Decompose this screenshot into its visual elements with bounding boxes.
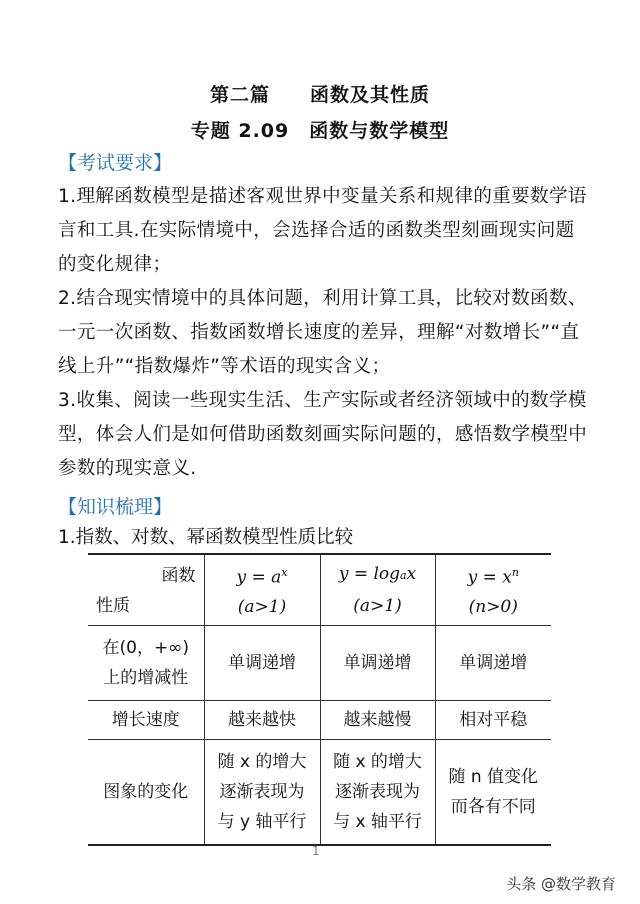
table-cell <box>320 740 435 846</box>
requirement-item-2: 2.结合现实情境中的具体问题，利用计算工具，比较对数函数、一元一次函数、指数函数增长速度的差异，理解“对数增长”“直线上升”“指数爆炸”等术语的现实含义； <box>58 288 587 377</box>
log-func-base: a <box>400 569 407 582</box>
power-func-base: y = x <box>467 567 512 588</box>
table-row <box>88 626 551 701</box>
cell-line: 随 n 值变化 <box>448 767 539 787</box>
topic-title: 专题 2.09 函数与数学模型 <box>190 120 450 142</box>
cell-line: 逐渐表现为 <box>219 782 305 802</box>
exp-func-condition: (a>1) <box>237 597 287 618</box>
function-model-comparison-table <box>88 553 551 846</box>
requirement-item-3: 3.收集、阅读一些现实生活、生产实际或者经济领域中的数学模型，体会人们是如何借助函数刻画实际问题的，感悟数学模型中参数的现实意义. <box>58 390 588 479</box>
exp-func-exponent: x <box>281 565 288 579</box>
cell-line: 与 y 轴平行 <box>217 812 307 832</box>
knowledge-subheading: 1.指数、对数、幂函数模型性质比较 <box>58 527 354 548</box>
log-func-prefix: y = log <box>338 564 401 584</box>
cell-line: 与 x 轴平行 <box>333 812 422 832</box>
row-label-growth: 增长速度 <box>88 701 204 740</box>
requirement-item-1: 1.理解函数模型是描述客观世界中变量关系和规律的重要数学语言和工具.在实际情境中，会选择合适的函数类型刻画现实问题的变化规律； <box>58 186 587 275</box>
table-corner-cell <box>88 554 204 626</box>
power-func-exponent: n <box>511 565 519 579</box>
table-row <box>88 701 551 740</box>
table-cell: 单调递增 <box>435 626 551 701</box>
exam-requirements-heading: 【考试要求】 <box>58 152 173 174</box>
header-function-label: 函数 <box>161 566 196 586</box>
header-property-label: 性质 <box>96 596 130 616</box>
table-cell: 单调递增 <box>204 626 320 701</box>
row-label-line: 上的增减性 <box>103 668 189 688</box>
table-cell: 单调递增 <box>320 626 435 701</box>
knowledge-heading: 【知识梳理】 <box>58 496 173 518</box>
table-row <box>88 740 551 846</box>
chapter-title: 第二篇 函数及其性质 <box>209 84 430 106</box>
cell-line: 而各有不同 <box>450 797 536 817</box>
page-number: 1 <box>312 844 320 858</box>
log-func-arg: x <box>406 564 417 584</box>
cell-line: 随 x 的增大 <box>217 752 307 772</box>
header-exponential <box>204 554 320 626</box>
table-header-row <box>88 554 551 626</box>
source-watermark: 头条 @数学教育 <box>506 875 616 893</box>
table-cell <box>204 740 320 846</box>
row-label-line: 在(0，+∞) <box>102 638 189 658</box>
exp-func-base: y = a <box>236 567 282 588</box>
header-logarithm <box>320 554 435 626</box>
header-power <box>435 554 551 626</box>
table-cell: 越来越慢 <box>320 701 435 740</box>
cell-line: 随 x 的增大 <box>333 752 422 772</box>
power-func-condition: (n>0) <box>468 597 518 618</box>
log-func-condition: (a>1) <box>353 596 402 616</box>
table-cell: 相对平稳 <box>435 701 551 740</box>
row-label-monotonicity <box>88 626 204 701</box>
table-cell: 越来越快 <box>204 701 320 740</box>
table-cell <box>435 740 551 846</box>
cell-line: 逐渐表现为 <box>335 782 420 802</box>
row-label-graph: 图象的变化 <box>88 740 204 846</box>
